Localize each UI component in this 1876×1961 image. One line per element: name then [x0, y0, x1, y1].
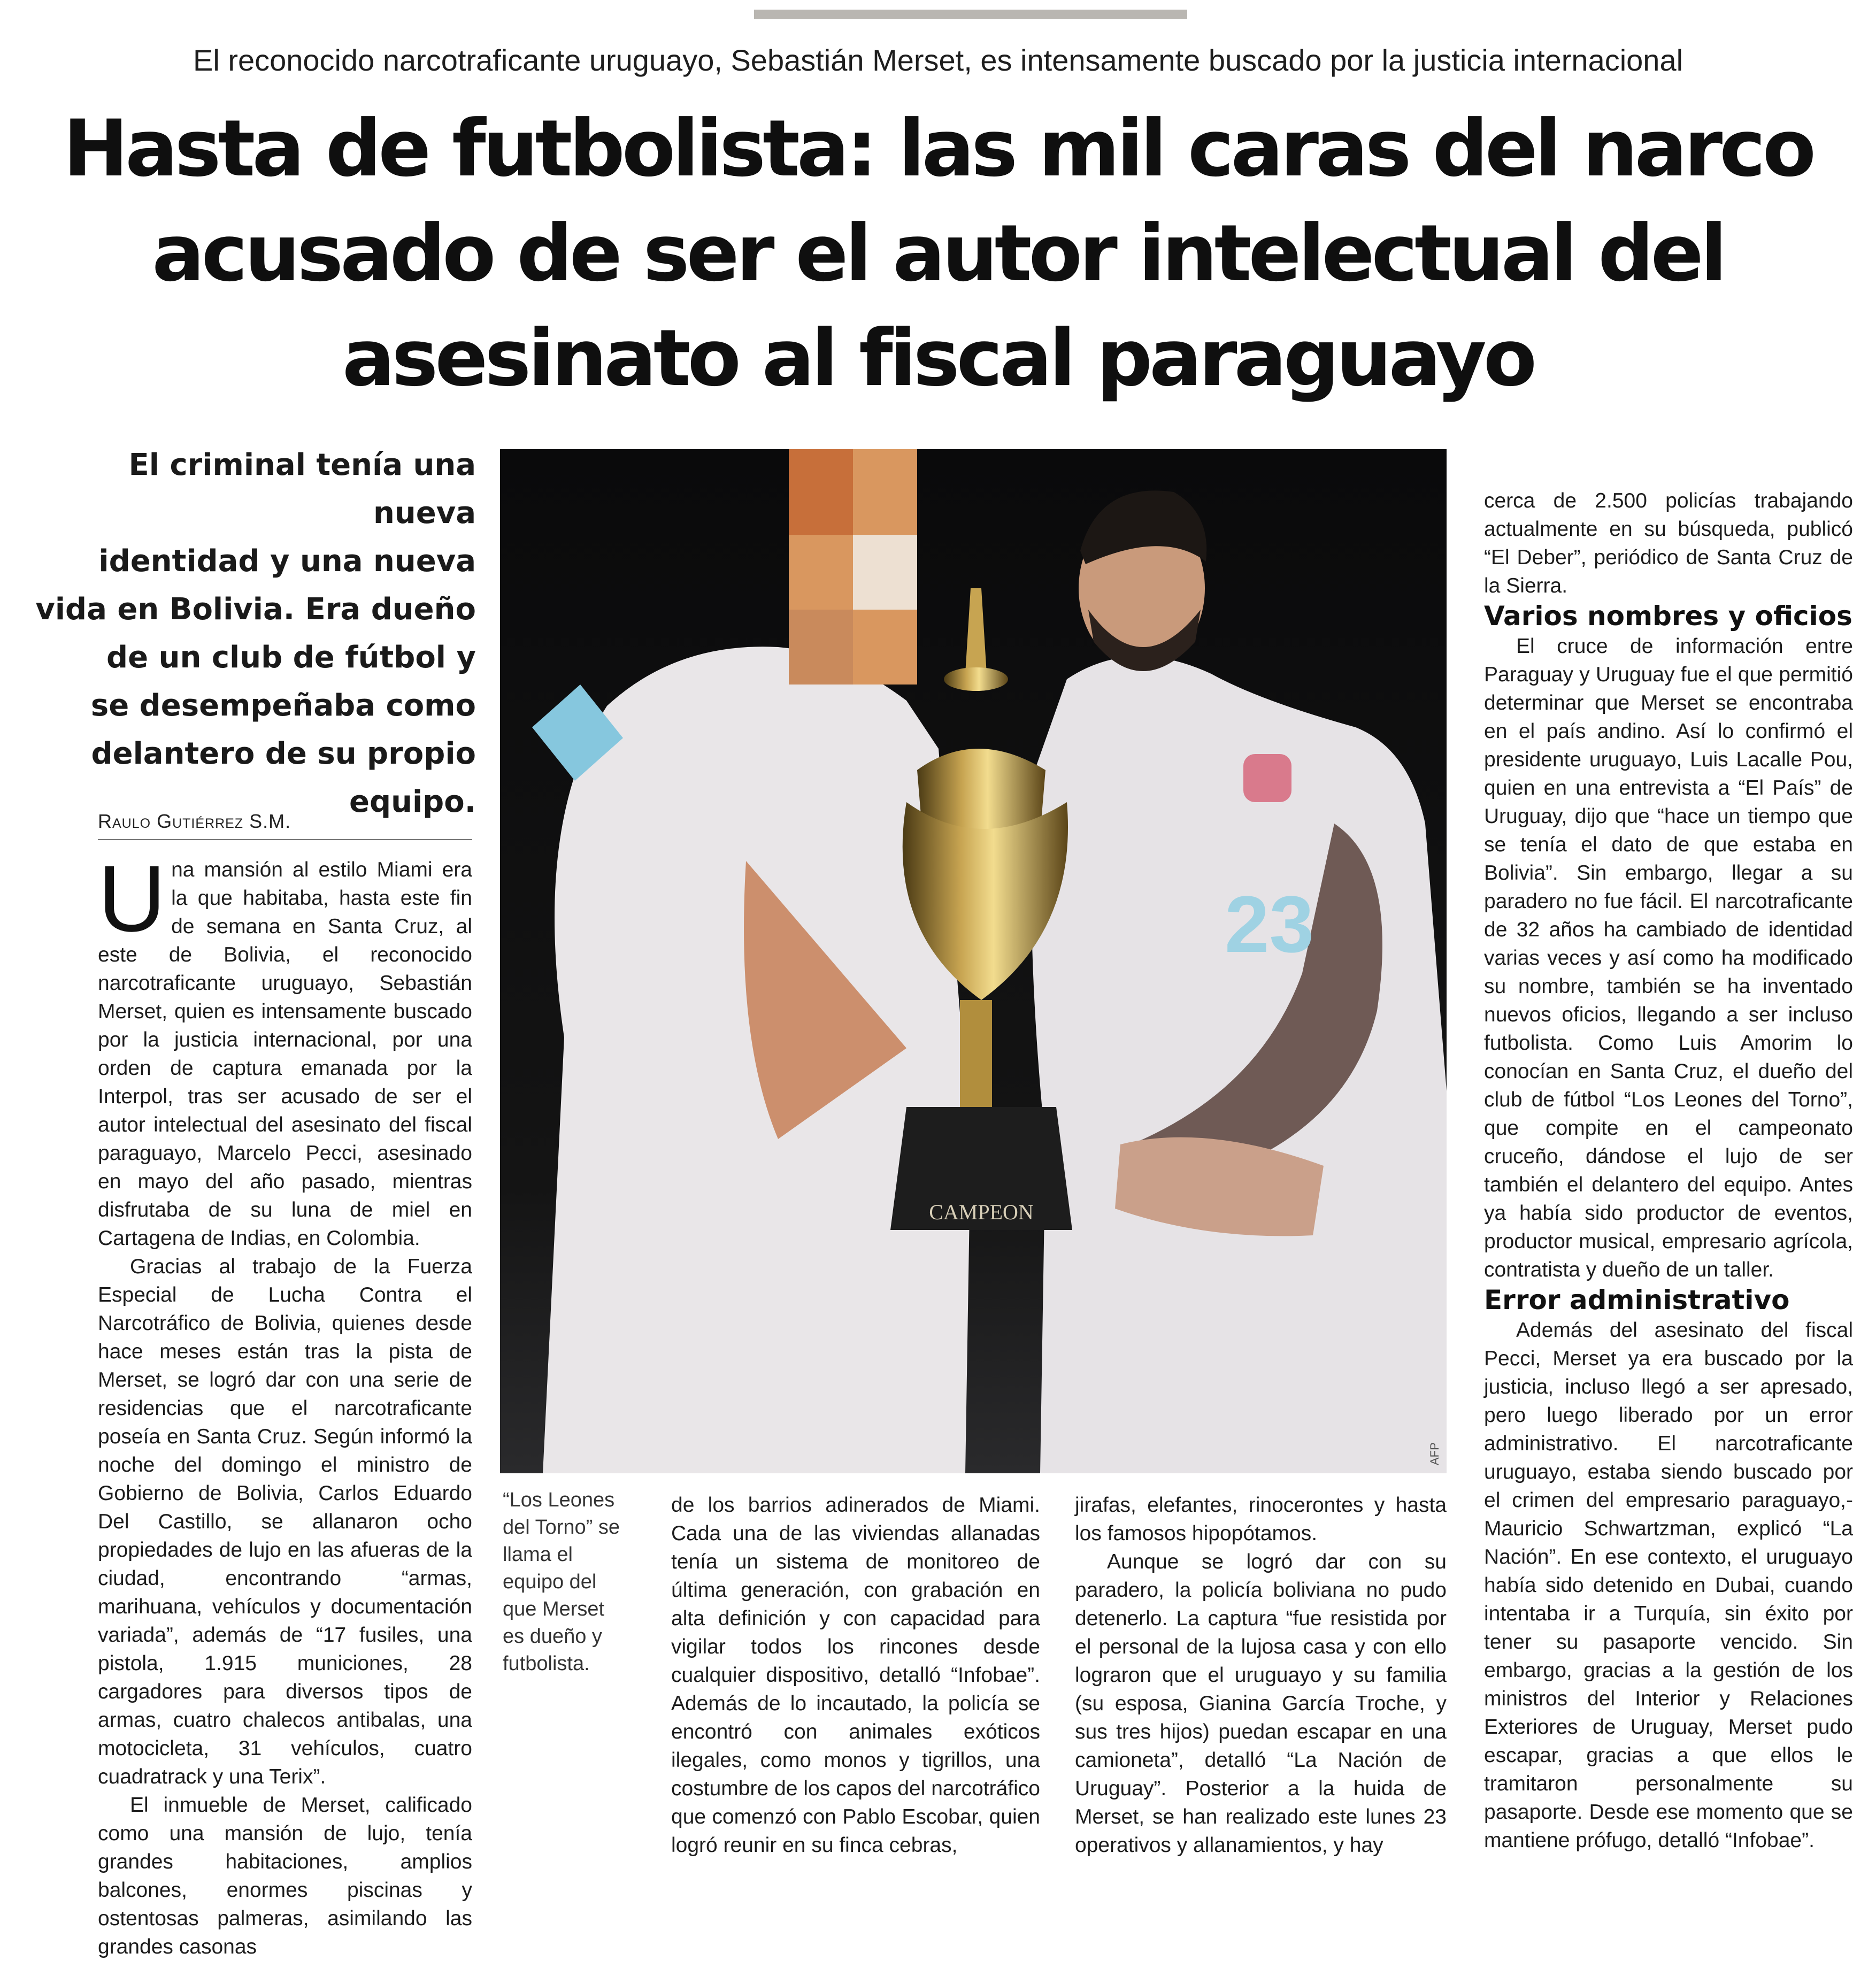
trophy-plaque: CAMPEON: [929, 1200, 1034, 1224]
body-paragraph-1: na mansión al estilo Miami era la que habitaba, hasta este fin de semana en Santa Cruz, al este de Bolivia, el reconocido narcotraficante uruguayo, Sebastián Merset, quien es intensamente buscado por la justicia internacional, por una orden de captura emanada por la Interpol, tras ser acusado de ser el autor intelectual del asesinato del fiscal paraguayo, Marcelo Pecci, asesinado en mayo del año pasado, mientras disfrutaba de su luna de miel en Cartagena de Indias, en Colombia.: [98, 858, 472, 1250]
body-paragraph-2: Gracias al trabajo de la Fuerza Especial de Lucha Contra el Narcotráfico de Bolivia, quienes desde hace meses están tras la pista de Merset, se logró dar con una serie de residencias que el narcotraficante poseía en Santa Cruz. Según informó la noche del domingo el ministro de Gobierno de Bolivia, Carlos Eduardo Del Castillo, se allanaron ocho propiedades de lujo en las afueras de la ciudad, encontrando “armas, marihuana, vehículos y documentación variada”, además de “17 fusiles, una pistola, 1.915 municiones, 28 cargadores para diversos tipos de armas, cuatro chalecos antibalas, una motocicleta, 31 vehículos, cuatro cuadratrack y una Terix”.: [98, 1255, 472, 1788]
deck-line-4: de un club de fútbol y: [106, 640, 476, 675]
body-column-4: [1484, 487, 1853, 1855]
headline-line-1: Hasta de futbolista: las mil caras del narco: [63, 103, 1813, 194]
jersey-number: 23: [1225, 879, 1314, 969]
deck-line-6: delantero de su propio: [91, 736, 476, 771]
headline: [43, 96, 1833, 411]
deck: [32, 441, 476, 826]
headline-line-2: acusado de ser el autor intelectual del: [152, 208, 1724, 299]
subheading-error-administrativo: Error administrativo: [1484, 1285, 1790, 1316]
body-column-2: [671, 1491, 1040, 1859]
deck-line-7: equipo.: [349, 785, 476, 819]
photo-caption: “Los Leones del Torno” se llama el equipo del que Merset es dueño y futbolista.: [503, 1489, 620, 1675]
deck-line-1: El criminal tenía una nueva: [128, 448, 476, 530]
kicker: El reconocido narcotraficante uruguayo, Sebastián Merset, es intensamente buscado por la justicia internacional: [193, 43, 1683, 77]
body-paragraph-col3-2: Aunque se logró dar con su paradero, la policía boliviana no pudo detenerlo. La captura “fue resistida por el personal de la lujosa casa y con ello lograron que el uruguayo y su familia (su esposa, Gianina García Troche, y sus tres hijos) puedan escapar en una camioneta”, detalló “La Nación de Uruguay”. Posterior a la huida de Merset, se han realizado este lunes 23 operativos y allanamientos, y hay: [1075, 1550, 1447, 1857]
body-paragraph-col4-2: El cruce de información entre Paraguay y Uruguay fue el que permitió determinar que Merset se encontraba en el país andino. Así lo confirmó el presidente uruguayo, Luis Lacalle Pou, quien en una entrevista a “El País” de Uruguay, dijo que “hace un tiempo que se tenía el dato de que estaba en Bolivia”. Sin embargo, llegar a su paradero no fue fácil. El narcotraficante de 32 años ha cambiado de identidad varias veces y así como ha modificado su nombre, también se ha inventado nuevos oficios, llegando a ser incluso futbolista. Como Luis Amorim lo conocían en Santa Cruz, el dueño del club de fútbol “Los Leones del Torno”, que compite en el campeonato cruceño, dándose el lujo de ser también el delantero del equipo. Antes ya había sido productor de eventos, productor musical, empresario agrícola, contratista y dueño de un taller.: [1484, 635, 1853, 1281]
article-photo: [500, 449, 1447, 1473]
body-paragraph-col4-1: cerca de 2.500 policías trabajando actualmente en su búsqueda, publicó “El Deber”, periódico de Santa Cruz de la Sierra.: [1484, 489, 1853, 597]
deck-line-2: identidad y una nueva: [98, 544, 476, 579]
headline-line-3: asesinato al fiscal paraguayo: [342, 313, 1534, 404]
body-paragraph-col3-1: jirafas, elefantes, rinocerontes y hasta los famosos hipopótamos.: [1075, 1494, 1447, 1545]
body-column-3: [1075, 1491, 1447, 1859]
photo-credit: AFP: [1428, 1442, 1441, 1465]
body-paragraph-col2: de los barrios adinerados de Miami. Cada una de las viviendas allanadas tenía un sistema de monitoreo de última generación, con grabación en alta definición y con capacidad para vigilar todos los rincones desde cualquier dispositivo, detalló “Infobae”. Además de lo incautado, la policía se encontró con animales exóticos ilegales, como monos y tigrillos, una costumbre de los capos del narcotráfico que comenzó con Pablo Escobar, quien logró reunir en su finca cebras,: [671, 1494, 1040, 1857]
subheading-varios-nombres: Varios nombres y oficios: [1484, 601, 1852, 632]
body-paragraph-3: El inmueble de Merset, calificado como una mansión de lujo, tenía grandes habitaciones, amplios balcones, enormes piscinas y ostentosas palmeras, asimilando las grandes casonas: [98, 1794, 472, 1958]
deck-line-3: vida en Bolivia. Era dueño: [35, 592, 476, 627]
previous-article-photo-strip: [754, 10, 1187, 19]
byline: Raulo Gutiérrez S.M.: [98, 810, 472, 840]
drop-cap: U: [98, 847, 166, 951]
deck-line-5: se desempeñaba como: [90, 688, 476, 723]
body-paragraph-col4-3: Además del asesinato del fiscal Pecci, Merset ya era buscado por la justicia, incluso llegó a ser apresado, pero luego liberado por un error administrativo. El narcotraficante uruguayo, estaba siendo buscado por el crimen del empresario paraguayo,- Mauricio Schwartzman, explicó “La Nación”. En ese contexto, el uruguayo había sido detenido en Dubai, cuando intentaba ir a Turquía, sin éxito por tener su pasaporte vencido. Sin embargo, gracias a la gestión de los ministros del Interior y Relaciones Exteriores de Uruguay, Merset pudo escapar, gracias a que ellos le tramitaron personalmente su pasaporte. Desde ese momento que se mantiene prófugo, detalló “Infobae”.: [1484, 1319, 1853, 1852]
body-column-1: [98, 847, 472, 1961]
